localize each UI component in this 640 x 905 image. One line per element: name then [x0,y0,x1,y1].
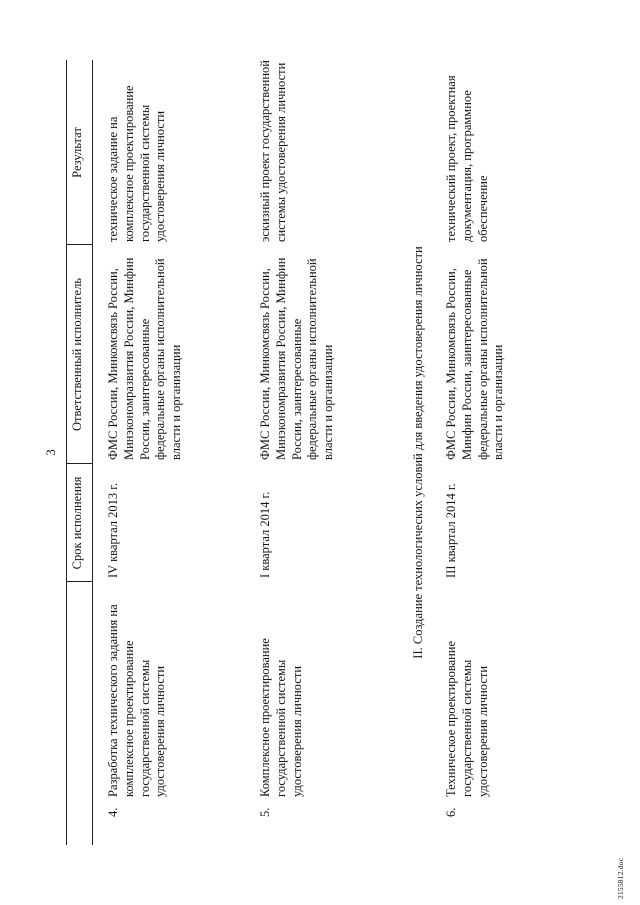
header-responsible: Ответственный исполнитель [70,277,84,432]
row-4-term: IV квартал 2013 г. [106,482,120,578]
row-6-number: 6. [444,807,458,817]
header-result: Результат [70,127,84,178]
header-term: Срок исполнения [70,476,84,570]
table-top-rule [66,60,67,845]
row-6-task: Техническое проектирование государственной системы удостоверения личности [444,640,490,797]
header-bottom-rule [92,60,93,845]
row-4-task: Разработка технического задания на комплексное проектирование государственной системы удостоверения личности [106,604,168,797]
document-file-code: 2155812.doc [616,857,625,899]
section-heading: II. Создание технологических условий для введения удостоверения личности [411,246,425,659]
row-6-responsible: ФМС России, Минкомсвязь России, Минфин России, заинтересованные федеральные органы исполнительной власти и организации [444,258,506,460]
row-5-result: эскизный проект государственной системы удостоверения личности [258,60,288,242]
row-5-task: Комплексное проектирование государственной системы удостоверения личности [258,638,304,797]
row-5-number: 5. [258,807,272,817]
row-6-result: технический проект, проектная документация, программное обеспечение [444,75,490,242]
row-4-responsible: ФМС России, Минкомсвязь России, Минэкономразвития России, Минфин России, заинтересованные федеральные органы исполнительной власти и организации [106,257,184,460]
row-4-number: 4. [106,807,120,817]
row-5-term: I квартал 2014 г. [258,491,272,578]
row-5-responsible: ФМС России, Минкомсвязь России, Минэкономразвития России, Минфин России, заинтересованные федеральные органы исполнительной власти и организации [258,257,336,460]
page-number: 3 [43,449,58,456]
row-4-result: техническое задание на комплексное проектирование государственной системы удостоверения личности [106,85,168,242]
row-6-term: III квартал 2014 г. [444,483,458,578]
